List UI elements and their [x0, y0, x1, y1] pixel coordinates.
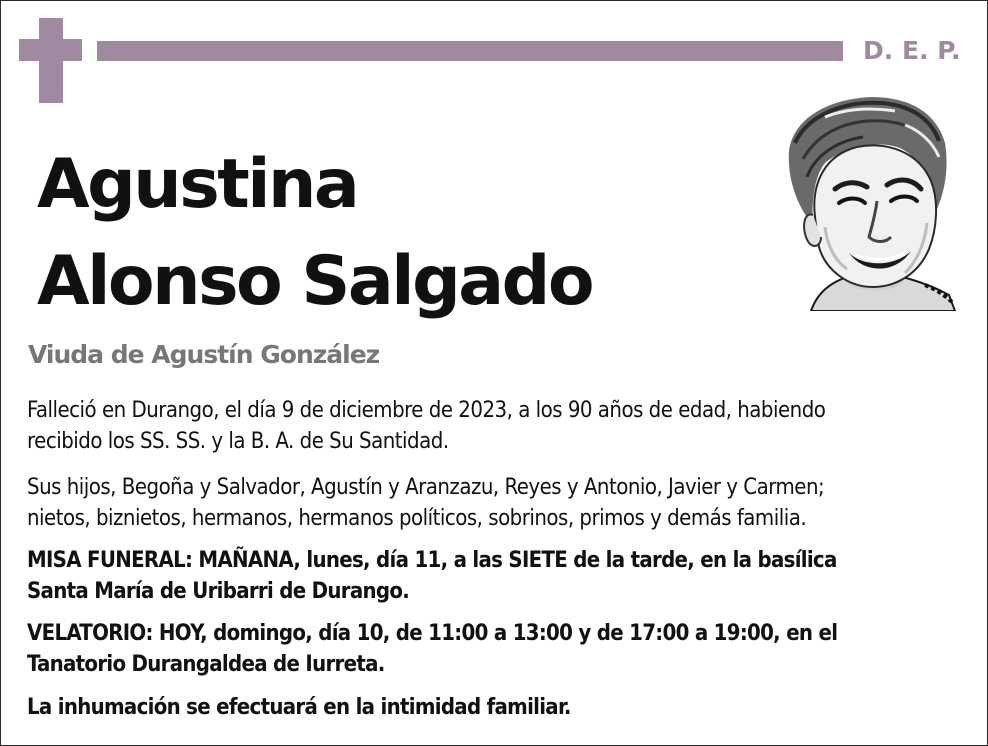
header-rule [97, 41, 843, 61]
deceased-first-name: Agustina [37, 145, 358, 224]
wake-paragraph [27, 618, 967, 680]
deceased-name [37, 136, 727, 330]
wake-line-1: VELATORIO: HOY, domingo, día 10, de 11:00 a 13:00 y de 17:00 a 19:00, en el [27, 621, 838, 646]
burial-paragraph [27, 692, 967, 723]
portrait-photo [785, 97, 957, 311]
death-line-1: Falleció en Durango, el día 9 de diciembre de 2023, a los 90 años de edad, habiendo [27, 398, 826, 423]
cross-icon-bar [19, 39, 82, 61]
death-paragraph [27, 395, 967, 457]
mass-line-1: MISA FUNERAL: MAÑANA, lunes, día 11, a las SIETE de la tarde, en la basílica [27, 548, 837, 573]
death-line-2: recibido los SS. SS. y la B. A. de Su Santidad. [27, 429, 449, 454]
dep-label: D. E. P. [863, 36, 961, 65]
wake-line-2: Tanatorio Durangaldea de Iurreta. [27, 652, 385, 677]
deceased-subtitle: Viuda de Agustín González [28, 340, 380, 369]
family-line-2: nietos, biznietos, hermanos, hermanos políticos, sobrinos, primos y demás familia. [27, 506, 807, 531]
mass-paragraph [27, 545, 967, 607]
deceased-surnames: Alonso Salgado [37, 242, 593, 321]
family-line-1: Sus hijos, Begoña y Salvador, Agustín y Aranzazu, Reyes y Antonio, Javier y Carmen; [27, 475, 825, 500]
mass-line-2: Santa María de Uribarri de Durango. [27, 579, 410, 604]
family-paragraph [27, 472, 967, 534]
burial-line: La inhumación se efectuará en la intimidad familiar. [27, 695, 571, 720]
